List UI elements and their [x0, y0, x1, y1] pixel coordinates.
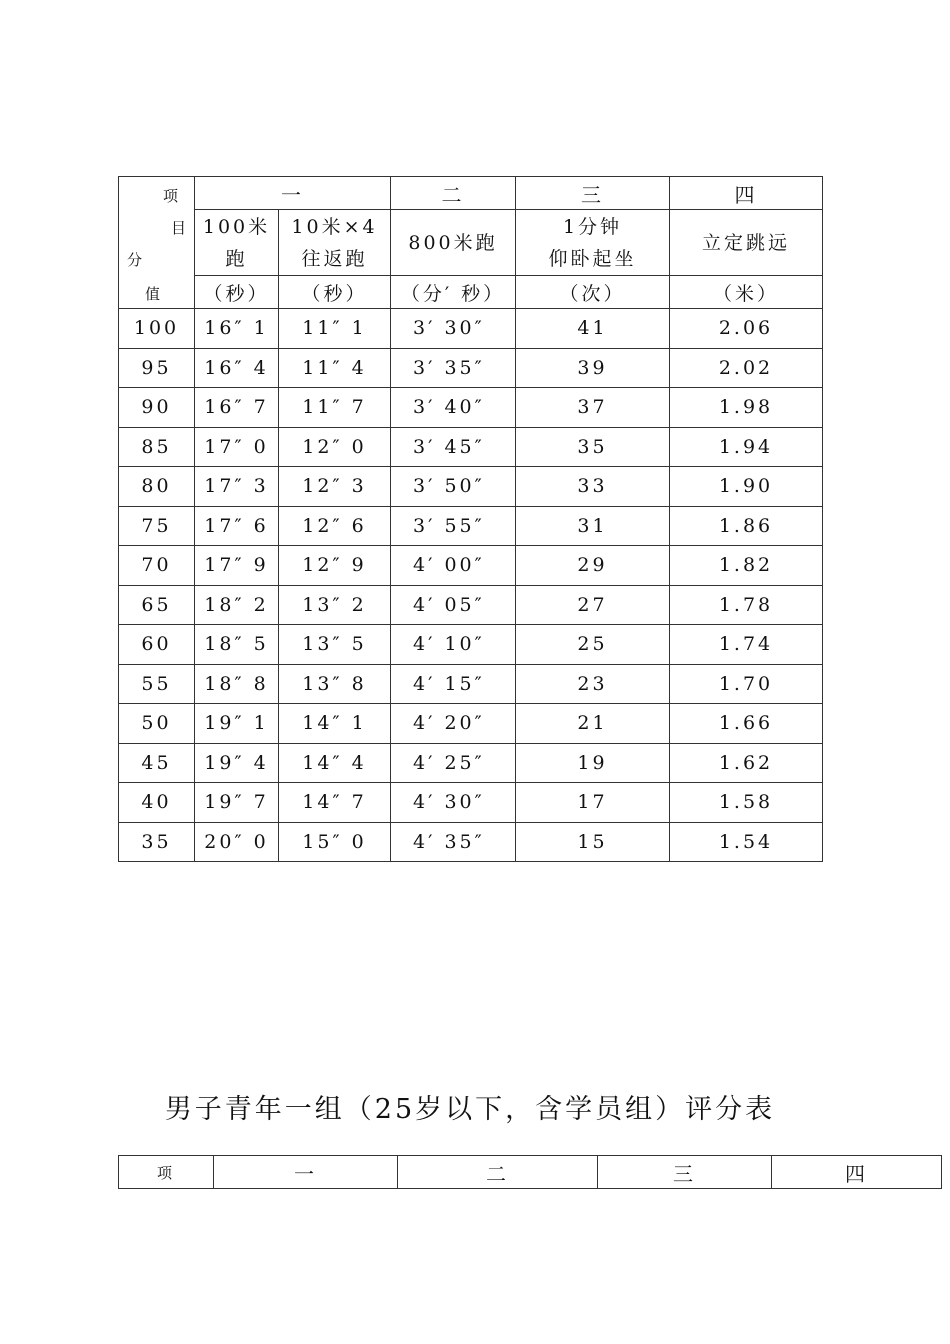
table-row — [119, 467, 823, 507]
situp-cell: 33 — [516, 467, 670, 507]
situp-cell: 15 — [516, 822, 670, 862]
jump-cell: 1.78 — [670, 585, 823, 625]
score-cell: 90 — [119, 388, 195, 428]
situp-cell: 41 — [516, 309, 670, 349]
table-row — [119, 704, 823, 744]
run800-cell: 4′ 05″ — [391, 585, 516, 625]
score-rows — [119, 309, 823, 862]
run800-cell: 3′ 55″ — [391, 506, 516, 546]
run100-cell: 19″ 7 — [195, 783, 279, 823]
run100-cell: 18″ 8 — [195, 664, 279, 704]
run800-cell: 4′ 20″ — [391, 704, 516, 744]
run100-cell: 19″ 4 — [195, 743, 279, 783]
unit-situp: （次） — [516, 276, 670, 309]
group-3-header: 三 — [516, 177, 670, 210]
score-cell: 50 — [119, 704, 195, 744]
score-cell: 60 — [119, 625, 195, 665]
situp-cell: 23 — [516, 664, 670, 704]
jump-cell: 1.74 — [670, 625, 823, 665]
jump-cell: 1.94 — [670, 427, 823, 467]
unit-jump: （米） — [670, 276, 823, 309]
situp-cell: 35 — [516, 427, 670, 467]
jump-cell: 2.06 — [670, 309, 823, 349]
run100-cell: 17″ 0 — [195, 427, 279, 467]
shuttle-cell: 14″ 1 — [279, 704, 391, 744]
run800-cell: 3′ 40″ — [391, 388, 516, 428]
run800-cell: 4′ 35″ — [391, 822, 516, 862]
shuttle-cell: 11″ 1 — [279, 309, 391, 349]
score-cell: 95 — [119, 348, 195, 388]
run800-cell: 3′ 50″ — [391, 467, 516, 507]
score-cell: 45 — [119, 743, 195, 783]
run100-cell: 16″ 7 — [195, 388, 279, 428]
jump-cell: 1.62 — [670, 743, 823, 783]
jump-cell: 1.54 — [670, 822, 823, 862]
shuttle-cell: 11″ 7 — [279, 388, 391, 428]
run100-cell: 18″ 2 — [195, 585, 279, 625]
shuttle-cell: 12″ 0 — [279, 427, 391, 467]
group-header-row — [119, 177, 823, 210]
table-row — [119, 783, 823, 823]
next-score-table — [118, 1155, 942, 1189]
jump-cell: 1.70 — [670, 664, 823, 704]
event-name-row — [119, 210, 823, 276]
score-cell: 35 — [119, 822, 195, 862]
shuttle-cell: 13″ 2 — [279, 585, 391, 625]
score-cell: 100 — [119, 309, 195, 349]
table-row — [119, 546, 823, 586]
unit-row — [119, 276, 823, 309]
shuttle-cell: 13″ 8 — [279, 664, 391, 704]
event-situp-header: 1分钟 仰卧起坐 — [516, 210, 670, 276]
next-corner-cell: 项 — [119, 1156, 214, 1189]
next-group-4-header: 四 — [772, 1156, 942, 1189]
shuttle-cell: 12″ 3 — [279, 467, 391, 507]
run800-cell: 3′ 45″ — [391, 427, 516, 467]
shuttle-cell: 12″ 6 — [279, 506, 391, 546]
situp-cell: 17 — [516, 783, 670, 823]
run100-cell: 18″ 5 — [195, 625, 279, 665]
jump-cell: 2.02 — [670, 348, 823, 388]
situp-cell: 29 — [516, 546, 670, 586]
table-row — [119, 743, 823, 783]
unit-800m: （分′ 秒） — [391, 276, 516, 309]
table-row — [119, 348, 823, 388]
situp-cell: 19 — [516, 743, 670, 783]
table-row — [119, 625, 823, 665]
run100-cell: 16″ 4 — [195, 348, 279, 388]
shuttle-cell: 11″ 4 — [279, 348, 391, 388]
shuttle-cell: 15″ 0 — [279, 822, 391, 862]
page-title: 男子青年一组（25岁以下，含学员组）评分表 — [164, 1094, 776, 1125]
event-100m-header: 100米 跑 — [195, 210, 279, 276]
group-1-header: 一 — [195, 177, 391, 210]
score-cell: 80 — [119, 467, 195, 507]
situp-cell: 39 — [516, 348, 670, 388]
score-cell: 55 — [119, 664, 195, 704]
table-row — [119, 822, 823, 862]
event-shuttle-header: 10米×4 往返跑 — [279, 210, 391, 276]
run800-cell: 3′ 30″ — [391, 309, 516, 349]
run100-cell: 16″ 1 — [195, 309, 279, 349]
table-row — [119, 585, 823, 625]
score-cell: 75 — [119, 506, 195, 546]
jump-cell: 1.86 — [670, 506, 823, 546]
unit-100m: （秒） — [195, 276, 279, 309]
shuttle-cell: 14″ 4 — [279, 743, 391, 783]
run100-cell: 17″ 9 — [195, 546, 279, 586]
jump-cell: 1.66 — [670, 704, 823, 744]
table-row — [119, 664, 823, 704]
run800-cell: 4′ 10″ — [391, 625, 516, 665]
next-group-2-header: 二 — [398, 1156, 598, 1189]
run100-cell: 17″ 3 — [195, 467, 279, 507]
score-cell: 65 — [119, 585, 195, 625]
event-jump-header: 立定跳远 — [670, 210, 823, 276]
score-cell: 85 — [119, 427, 195, 467]
jump-cell: 1.90 — [670, 467, 823, 507]
situp-cell: 37 — [516, 388, 670, 428]
score-cell: 40 — [119, 783, 195, 823]
run800-cell: 4′ 15″ — [391, 664, 516, 704]
corner-cell — [119, 177, 195, 309]
unit-shuttle: （秒） — [279, 276, 391, 309]
next-group-3-header: 三 — [598, 1156, 772, 1189]
next-group-1-header: 一 — [214, 1156, 398, 1189]
shuttle-cell: 13″ 5 — [279, 625, 391, 665]
situp-cell: 31 — [516, 506, 670, 546]
jump-cell: 1.58 — [670, 783, 823, 823]
table-row — [119, 388, 823, 428]
event-800m-header: 800米跑 — [391, 210, 516, 276]
run100-cell: 20″ 0 — [195, 822, 279, 862]
run800-cell: 4′ 25″ — [391, 743, 516, 783]
jump-cell: 1.82 — [670, 546, 823, 586]
shuttle-cell: 14″ 7 — [279, 783, 391, 823]
situp-cell: 25 — [516, 625, 670, 665]
score-cell: 70 — [119, 546, 195, 586]
jump-cell: 1.98 — [670, 388, 823, 428]
corner-label-mu: 目 — [171, 219, 187, 237]
run100-cell: 17″ 6 — [195, 506, 279, 546]
table-row — [119, 506, 823, 546]
group-4-header: 四 — [670, 177, 823, 210]
shuttle-cell: 12″ 9 — [279, 546, 391, 586]
corner-label-zhi: 值 — [145, 285, 161, 303]
run800-cell: 4′ 00″ — [391, 546, 516, 586]
table-row — [119, 427, 823, 467]
corner-label-xiang: 项 — [163, 187, 179, 205]
run800-cell: 3′ 35″ — [391, 348, 516, 388]
situp-cell: 27 — [516, 585, 670, 625]
table-row — [119, 309, 823, 349]
next-group-header-row — [119, 1156, 942, 1189]
situp-cell: 21 — [516, 704, 670, 744]
corner-label-fen: 分 — [127, 251, 143, 269]
score-table — [118, 176, 823, 862]
group-2-header: 二 — [391, 177, 516, 210]
run100-cell: 19″ 1 — [195, 704, 279, 744]
run800-cell: 4′ 30″ — [391, 783, 516, 823]
